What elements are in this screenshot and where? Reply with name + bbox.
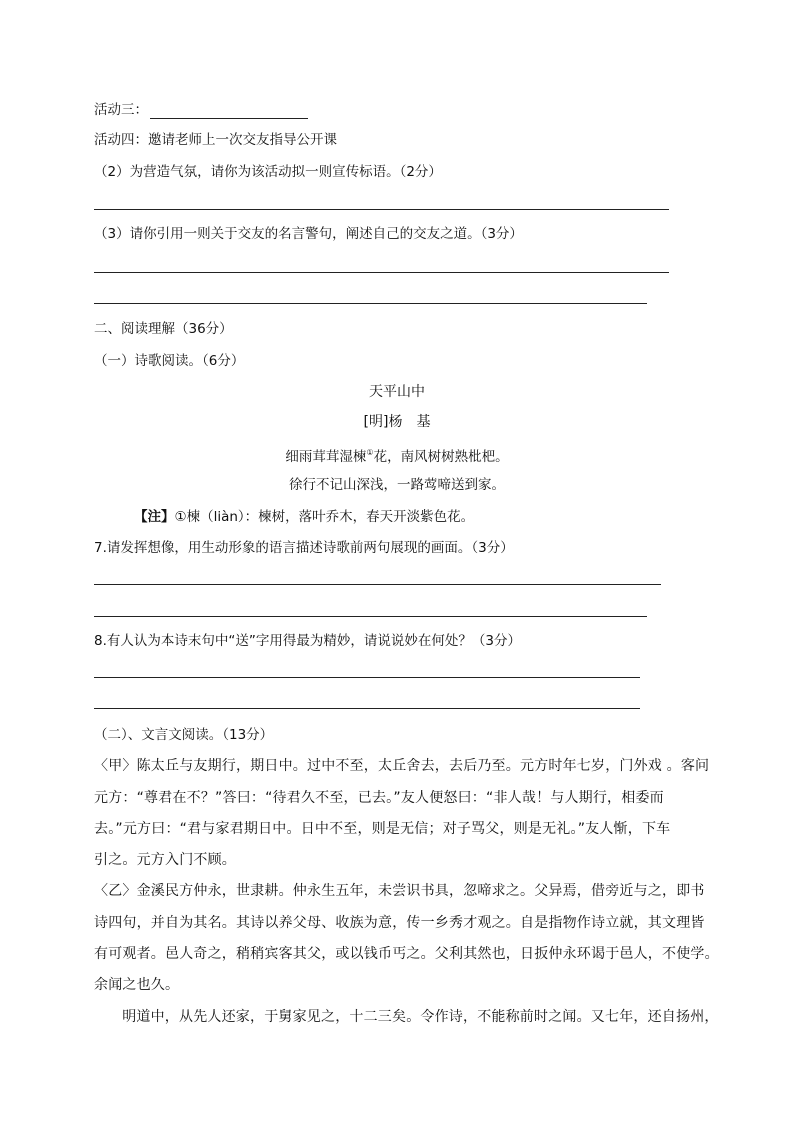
passage-yi-last-paragraph: 明道中，从先人还家，于舅家见之，十二三矣。令作诗，不能称前时之闻。又七年，还自扬州，	[108, 1009, 719, 1025]
passage-jia-line: 引之。元方入门不顾。	[94, 852, 236, 868]
answer-line[interactable]	[94, 303, 647, 304]
poem-line-1	[0, 444, 794, 466]
answer-line[interactable]	[94, 616, 647, 617]
passage-yi-line: 有可观者。邑人奇之，稍稍宾客其父，或以钱币丐之。父利其然也，日扳仲永环谒于邑人，不使学。	[94, 946, 719, 962]
question-7: 7.请发挥想像，用生动形象的语言描述诗歌前两句展现的画面。（3分）	[94, 540, 514, 556]
poem-line-1-end: 花，南风树树熟枇杷。	[373, 449, 509, 465]
passage-jia-line: 元方：“尊君在不？”答曰：“待君久不至，已去。”友人便怒曰：“非人哉！与人期行，相委而	[94, 790, 664, 806]
answer-line[interactable]	[94, 708, 640, 709]
activity4-line: 活动四：邀请老师上一次交友指导公开课	[94, 132, 337, 148]
passage-jia-line: 〈甲〉陈太丘与友期行，期日中。过中不至，太丘舍去，去后乃至。元方时年七岁，门外戏 。客问	[94, 758, 710, 774]
section-2-heading: 二、阅读理解（36分）	[94, 321, 233, 337]
note-text: ①楝（liàn）：楝树，落叶乔木，春天开淡紫色花。	[174, 509, 475, 525]
passage-jia-line: 去。”元方曰：“君与家君期日中。日中不至，则是无信；对子骂父，则是无礼。”友人惭，下车	[94, 821, 671, 837]
question-8: 8.有人认为本诗末句中“送”字用得最为精妙，请说说妙在何处？（3分）	[94, 633, 521, 649]
answer-line[interactable]	[94, 209, 669, 210]
activity3-answer-blank[interactable]	[150, 104, 308, 119]
passage-yi-line: 余闻之也久。	[94, 977, 180, 993]
answer-line[interactable]	[94, 584, 661, 585]
poem-author: [明]杨 基	[363, 414, 431, 430]
poem-line-2: 徐行不记山深浅，一路莺啼送到家。	[289, 477, 505, 493]
poem-note	[134, 508, 474, 526]
question-2: （2）为营造气氛，请你为该活动拟一则宣传标语。（2分）	[94, 164, 442, 180]
activity3-label: 活动三：	[94, 102, 148, 118]
part-2-heading: （二）、文言文阅读。（13分）	[94, 727, 274, 743]
note-label: 【注】	[134, 509, 175, 525]
activity3-line	[94, 101, 308, 119]
answer-line[interactable]	[94, 272, 669, 273]
passage-yi-line: 〈乙〉金溪民方仲永，世隶耕。仲永生五年，未尝识书具，忽啼求之。父异焉，借旁近与之，即书	[94, 883, 705, 899]
passage-yi-line: 诗四句，并自为其名。其诗以养父母、收族为意，传一乡秀才观之。自是指物作诗立就，其文理皆	[94, 915, 705, 931]
question-3: （3）请你引用一则关于交友的名言警句，阐述自己的交友之道。（3分）	[94, 226, 523, 242]
poem-title: 天平山中	[369, 384, 425, 400]
part-1-heading: （一）诗歌阅读。（6分）	[94, 353, 245, 369]
footnote-marker: ①	[366, 448, 374, 457]
poem-line-1-start: 细雨茸茸湿楝	[285, 449, 367, 465]
answer-line[interactable]	[94, 677, 640, 678]
